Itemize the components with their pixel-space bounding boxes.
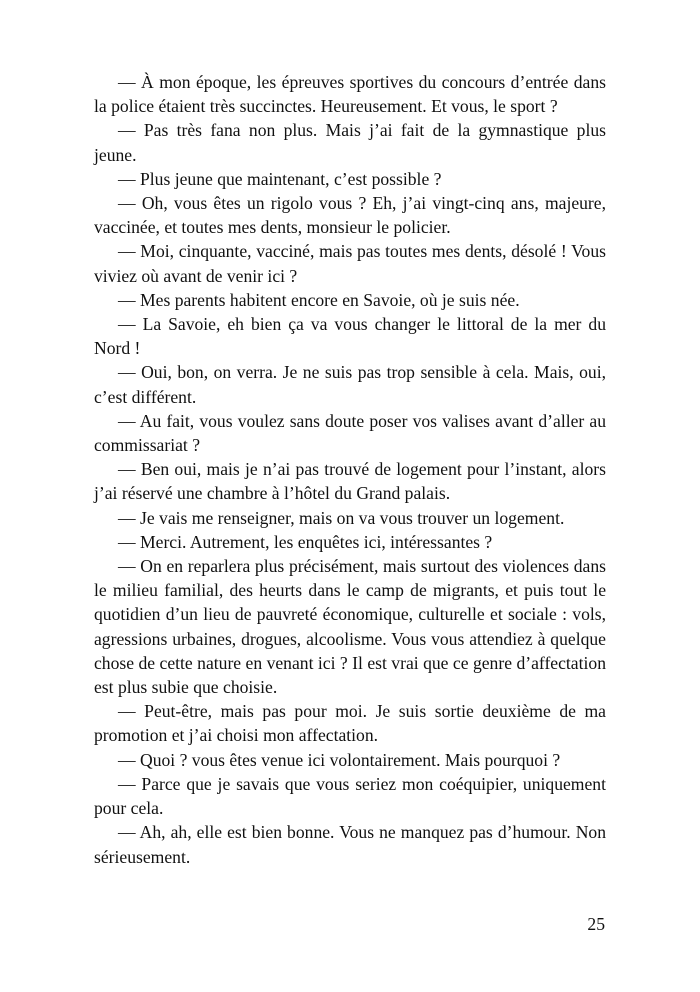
paragraph: — Oh, vous êtes un rigolo vous ? Eh, j’ai vingt-cinq ans, majeure, vaccinée, et toutes mes dents, monsieur le policier. (94, 193, 606, 238)
paragraph: — Moi, cinquante, vacciné, mais pas toutes mes dents, désolé ! Vous viviez où avant de venir ici ? (94, 241, 606, 286)
page-number: 25 (587, 914, 605, 934)
paragraph: — La Savoie, eh bien ça va vous changer le littoral de la mer du Nord ! (94, 314, 606, 359)
paragraph: — Oui, bon, on verra. Je ne suis pas trop sensible à cela. Mais, oui, c’est différent. (94, 362, 606, 407)
paragraph: — On en reparlera plus précisément, mais surtout des violences dans le milieu familial, des heurts dans le camp de migrants, et puis tout le quotidien d’un lieu de pauvreté économique, culturelle et sociale : vols, agressions urbaines, drogues, alcoolisme. Vous vous attendiez à quelque chose de cette nature en venant ici ? Il est vrai que ce genre d’affectation est plus subie que choisie. (94, 556, 606, 698)
paragraph: — Pas très fana non plus. Mais j’ai fait de la gymnastique plus jeune. (94, 120, 606, 165)
paragraph: — Ben oui, mais je n’ai pas trouvé de logement pour l’instant, alors j’ai réservé une chambre à l’hôtel du Grand palais. (94, 459, 606, 504)
body-text (94, 70, 606, 869)
paragraph: — Je vais me renseigner, mais on va vous trouver un logement. (118, 507, 565, 528)
paragraph: — Plus jeune que maintenant, c’est possible ? (118, 168, 442, 189)
paragraph: — Peut-être, mais pas pour moi. Je suis sortie deuxième de ma promotion et j’ai choisi mon affectation. (94, 701, 606, 746)
paragraph: — Mes parents habitent encore en Savoie, où je suis née. (118, 289, 520, 310)
paragraph: — Au fait, vous voulez sans doute poser vos valises avant d’aller au commissariat ? (94, 410, 606, 456)
paragraph: — Merci. Autrement, les enquêtes ici, intéressantes ? (118, 531, 493, 552)
paragraph: — Ah, ah, elle est bien bonne. Vous ne manquez pas d’humour. Non sérieusement. (94, 822, 606, 867)
paragraph: — Parce que je savais que vous seriez mon coéquipier, uniquement pour cela. (94, 773, 606, 819)
paragraph: — À mon époque, les épreuves sportives du concours d’entrée dans la police étaient très succinctes. Heureusement. Et vous, le sport ? (94, 72, 606, 117)
paragraph: — Quoi ? vous êtes venue ici volontairement. Mais pourquoi ? (118, 749, 561, 770)
